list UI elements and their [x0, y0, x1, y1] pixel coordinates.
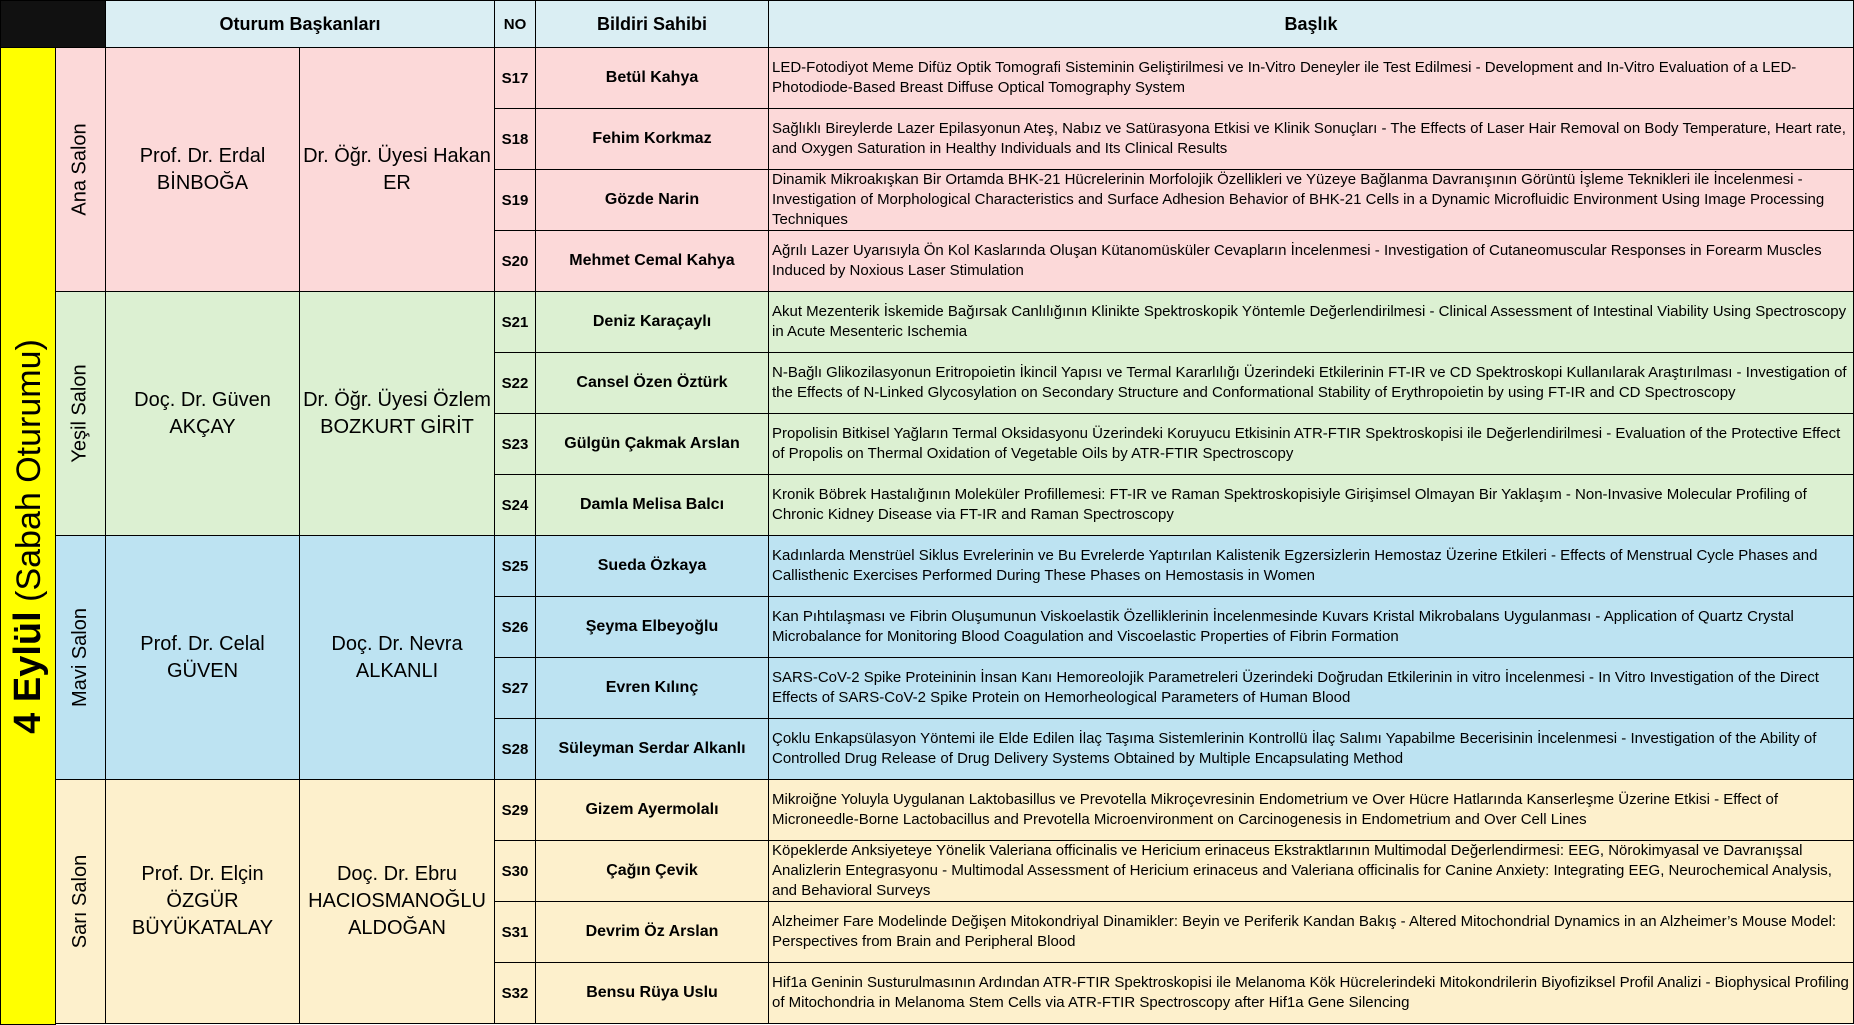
header-no: NO: [494, 0, 536, 48]
talk-author: Cansel Özen Öztürk: [535, 352, 769, 414]
talk-author: Şeyma Elbeyoğlu: [535, 596, 769, 658]
salon-name-cell: [55, 535, 106, 780]
salon-name-cell: [55, 47, 106, 292]
talk-title: Ağrılı Lazer Uyarısıyla Ön Kol Kaslarında Oluşan Kütanomüsküler Cevapların İncelenmesi - Investigation of Cutaneomuscular Responses in Forearm Muscles Induced by Noxious Laser Stimulation: [768, 230, 1854, 292]
date-day: 4 Eylül: [6, 610, 49, 734]
talk-author: Sueda Özkaya: [535, 535, 769, 597]
talk-title: Propolisin Bitkisel Yağların Termal Oksidasyonu Üzerindeki Koruyucu Etkisinin ATR-FTIR Spektroskopisi ile Değerlendirilmesi - Evaluation of the Protective Effect of Propolis on Thermal Oxidation of Vegetable Oils by ATR-FTIR Spectroscopy: [768, 413, 1854, 475]
session-chair-2: Dr. Öğr. Üyesi Hakan ER: [299, 47, 495, 292]
talk-title: SARS-CoV-2 Spike Proteininin İnsan Kanı Hemoreolojik Parametreleri Üzerindeki Doğrudan Etkilerinin in vitro İncelenmesi - In Vitro Investigation of the Direct Effects of SARS-CoV-2 Spike Protein on Hemorheological Parameters of Human Blood: [768, 657, 1854, 719]
session-chair-1: Prof. Dr. Elçin ÖZGÜR BÜYÜKATALAY: [105, 779, 300, 1024]
header-author: Bildiri Sahibi: [535, 0, 769, 48]
talk-author: Damla Melisa Balcı: [535, 474, 769, 536]
salon-name: Yeşil Salon: [69, 364, 92, 463]
talk-author: Gülgün Çakmak Arslan: [535, 413, 769, 475]
talk-no: S24: [494, 474, 536, 536]
talk-no: S21: [494, 291, 536, 353]
talk-no: S17: [494, 47, 536, 109]
talk-author: Gizem Ayermolalı: [535, 779, 769, 841]
talk-title: Köpeklerde Anksiyeteye Yönelik Valeriana officinalis ve Hericium erinaceus Ekstraktlarının Multimodal Değerlendirmesi: EEG, Nörokimyasal ve Davranışsal Analizlerin Entegrasyonu - Multimodal Assessment of Hericium erinaceus and Valeriana officinalis for Canine Anxiety: Integrating EEG, Neurochemical Analysis, and Behavioral Surveys: [768, 840, 1854, 902]
talk-no: S22: [494, 352, 536, 414]
talk-no: S18: [494, 108, 536, 170]
talk-author: Fehim Korkmaz: [535, 108, 769, 170]
talk-author: Mehmet Cemal Kahya: [535, 230, 769, 292]
talk-no: S30: [494, 840, 536, 902]
talk-author: Deniz Karaçaylı: [535, 291, 769, 353]
talk-title: Akut Mezenterik İskemide Bağırsak Canlılığının Klinikte Spektroskopik Yöntemle Değerlendirilmesi - Clinical Assessment of Intestinal Viability Using Spectroscopy in Acute Mesenteric Ischemia: [768, 291, 1854, 353]
session-chair-2: Doç. Dr. Nevra ALKANLI: [299, 535, 495, 780]
talk-no: S25: [494, 535, 536, 597]
talk-title: Alzheimer Fare Modelinde Değişen Mitokondriyal Dinamikler: Beyin ve Periferik Kandan Bakış - Altered Mitochondrial Dynamics in an Alzheimer’s Mouse Model: Perspectives from Brain and Peripheral Blood: [768, 901, 1854, 963]
talk-author: Gözde Narin: [535, 169, 769, 231]
talk-author: Betül Kahya: [535, 47, 769, 109]
salon-name-cell: [55, 291, 106, 536]
talk-title: LED-Fotodiyot Meme Difüz Optik Tomografi Sisteminin Geliştirilmesi ve In-Vitro Deneyler ile Test Edilmesi - Development and In-Vitro Evaluation of a LED-Photodiode-Based Breast Diffuse Optical Tomography System: [768, 47, 1854, 109]
talk-no: S23: [494, 413, 536, 475]
talk-title: Hif1a Geninin Susturulmasının Ardından ATR-FTIR Spektroskopisi ile Melanoma Kök Hücrelerindeki Mitokondrilerin Biyofiziksel Profil Analizi - Biophysical Profiling of Mitochondria in Melanoma Stem Cells via ATR-FTIR Spectroscopy after Hif1a Gene Silencing: [768, 962, 1854, 1024]
talk-no: S19: [494, 169, 536, 231]
talk-no: S26: [494, 596, 536, 658]
header-chairs: Oturum Başkanları: [105, 0, 495, 48]
talk-no: S20: [494, 230, 536, 292]
salon-name: Sarı Salon: [69, 854, 92, 949]
talk-no: S28: [494, 718, 536, 780]
date-session: (Sabah Oturumu): [9, 338, 48, 602]
session-chair-2: Dr. Öğr. Üyesi Özlem BOZKURT GİRİT: [299, 291, 495, 536]
salon-name: Ana Salon: [69, 123, 92, 216]
talk-author: Çağın Çevik: [535, 840, 769, 902]
talk-no: S27: [494, 657, 536, 719]
header-corner: [0, 0, 106, 48]
talk-no: S32: [494, 962, 536, 1024]
session-chair-1: Doç. Dr. Güven AKÇAY: [105, 291, 300, 536]
talk-author: Bensu Rüya Uslu: [535, 962, 769, 1024]
talk-no: S31: [494, 901, 536, 963]
talk-author: Evren Kılınç: [535, 657, 769, 719]
talk-no: S29: [494, 779, 536, 841]
talk-author: Devrim Öz Arslan: [535, 901, 769, 963]
session-chair-1: Prof. Dr. Erdal BİNBOĞA: [105, 47, 300, 292]
talk-title: Dinamik Mikroakışkan Bir Ortamda BHK-21 Hücrelerinin Morfolojik Özellikleri ve Yüzeye Bağlanma Davranışının Görüntü İşleme Teknikleri ile İncelenmesi - Investigation of Morphological Characteristics and Surface Adhesion Behavior of BHK-21 Cells in a Dynamic Microfluidic Environment Using Image Processing Techniques: [768, 169, 1854, 231]
salon-name: Mavi Salon: [69, 608, 91, 707]
session-chair-1: Prof. Dr. Celal GÜVEN: [105, 535, 300, 780]
talk-title: Sağlıklı Bireylerde Lazer Epilasyonun Ateş, Nabız ve Satürasyona Etkisi ve Klinik Sonuçları - The Effects of Laser Hair Removal on Body Temperature, Heart rate, and Oxygen Saturation in Healthy Individuals and Its Clinical Results: [768, 108, 1854, 170]
talk-author: Süleyman Serdar Alkanlı: [535, 718, 769, 780]
talk-title: Kronik Böbrek Hastalığının Moleküler Profillemesi: FT-IR ve Raman Spektroskopisiyle Girişimsel Olmayan Bir Yaklaşım - Non-Invasive Molecular Profiling of Chronic Kidney Disease via FT-IR and Raman Spectroscopy: [768, 474, 1854, 536]
salon-name-cell: [55, 779, 106, 1024]
talk-title: N-Bağlı Glikozilasyonun Eritropoietin İkincil Yapısı ve Termal Kararlılığı Üzerindeki Etkilerinin FT-IR ve CD Spektroskopi Kullanılarak Araştırılması - Investigation of the Effects of N-Linked Glycosylation on Secondary Structure and Conformational Stability of Erythropoietin by using FT-IR and CD Spectroscopy: [768, 352, 1854, 414]
talk-title: Mikroiğne Yoluyla Uygulanan Laktobasillus ve Prevotella Mikroçevresinin Endometrium ve Over Hücre Hatlarında Kanserleşme Üzerine Etkisi - Effect of Microneedle-Borne Lactobacillus and Prevotella Microenvironment on Carcinogenesis in Endometrium and Over Cell Lines: [768, 779, 1854, 841]
talk-title: Kadınlarda Menstrüel Siklus Evrelerinin ve Bu Evrelerde Yaptırılan Kalistenik Egzersizlerin Hemostaz Üzerine Etkileri - Effects of Menstrual Cycle Phases and Callisthenic Exercises Performed During These Phases on Hemostasis in Women: [768, 535, 1854, 597]
talk-title: Kan Pıhtılaşması ve Fibrin Oluşumunun Viskoelastik Özelliklerinin İncelenmesinde Kuvars Kristal Mikrobalans Uygulanması - Application of Quartz Crystal Microbalance for Monitoring Blood Coagulation and Viscoelastic Properties of Fibrin Formation: [768, 596, 1854, 658]
session-chair-2: Doç. Dr. Ebru HACIOSMANOĞLU ALDOĞAN: [299, 779, 495, 1024]
date-label: [7, 339, 50, 734]
talk-title: Çoklu Enkapsülasyon Yöntemi ile Elde Edilen İlaç Taşıma Sistemlerinin Kontrollü İlaç Salımı Yapabilme Becerisinin İncelenmesi - Investigation of the Ability of Controlled Drug Release of Drug Delivery Systems Obtained by Multiple Encapsulating Method: [768, 718, 1854, 780]
header-title: Başlık: [768, 0, 1854, 48]
date-band: [0, 47, 56, 1025]
